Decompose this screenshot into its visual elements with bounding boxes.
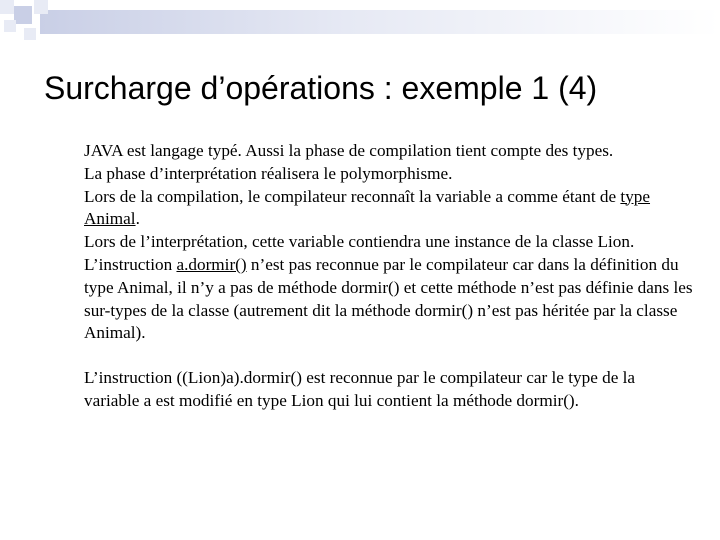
underlined-a-dormir: a.dormir() xyxy=(176,254,247,274)
paragraph-5 xyxy=(84,254,694,345)
deco-square xyxy=(0,0,14,14)
deco-square xyxy=(34,0,48,14)
paragraph-3 xyxy=(84,186,694,232)
paragraph-6: L’instruction ((Lion)a).dormir() est reconnue par le compilateur car le type de la variable a est modifié en type Lion qui lui contient la méthode dormir(). xyxy=(84,368,636,410)
paragraph-3-text: Lors de la compilation, le compilateur reconnaît la variable a comme étant de xyxy=(84,186,621,206)
deco-square xyxy=(24,28,36,40)
deco-square xyxy=(4,20,16,32)
paragraph-2: La phase d’interprétation réalisera le polymorphisme. xyxy=(84,163,453,183)
paragraph-5-rest: n’est pas reconnue par le compilateur car dans la définition du type Animal, il n’y a pas de méthode dormir() et cette méthode n’est pas définie dans les sur-types de la classe (autrement dit la méthode dormir() n’est pas héritée par la classe Animal). xyxy=(84,254,693,343)
paragraph-4: Lors de l’interprétation, cette variable contiendra une instance de la classe Lion. xyxy=(84,232,635,252)
header-decoration xyxy=(0,0,720,46)
paragraph-5-text: L’instruction xyxy=(84,254,177,274)
slide-body xyxy=(84,140,694,413)
paragraph-spacer xyxy=(84,345,694,367)
underlined-type-animal: type Animal xyxy=(84,186,651,229)
slide-title: Surcharge d’opérations : exemple 1 (4) xyxy=(44,70,598,106)
paragraph-1: JAVA est langage typé. Aussi la phase de compilation tient compte des types. xyxy=(84,141,614,160)
deco-square xyxy=(14,6,32,24)
header-gradient-band xyxy=(40,10,720,34)
paragraph-3-end: . xyxy=(135,209,140,229)
